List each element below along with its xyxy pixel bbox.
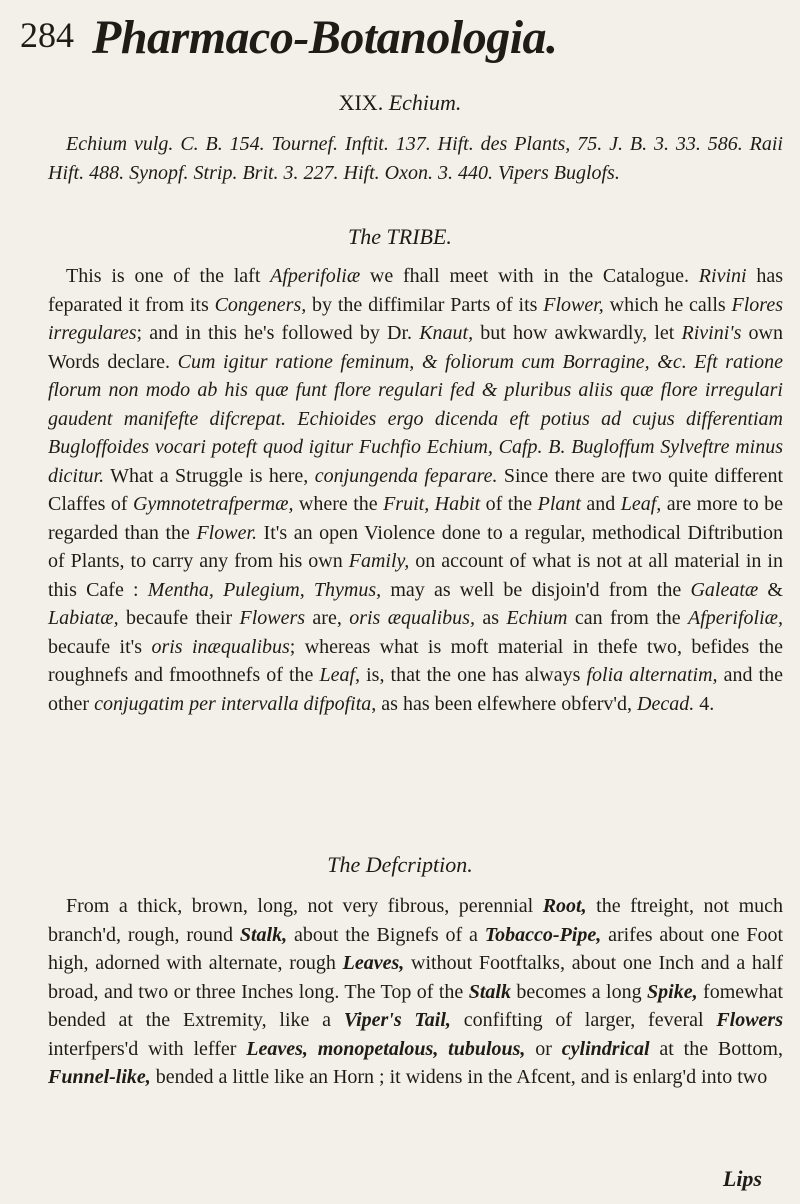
term: oris inæqualibus	[151, 635, 290, 658]
term: Afperifoliæ,	[688, 607, 783, 629]
text: on account of what is not at all material in in this Cafe :	[48, 550, 783, 601]
term: Flower.	[196, 521, 258, 544]
text: What a Struggle is here,	[104, 464, 315, 487]
page-number: 284	[20, 15, 74, 55]
term: Family,	[348, 550, 410, 572]
term: Flores irregulares	[48, 293, 783, 344]
text: the ftreight, not much branch'd, rough, round	[48, 895, 783, 946]
term: Gymnotetrafpermæ,	[132, 493, 294, 515]
text: but how awkwardly, let	[473, 322, 682, 344]
term: Stalk	[468, 980, 511, 1003]
text: This is one of the laft	[66, 265, 271, 287]
text: by the diffimilar Parts of its	[306, 293, 544, 316]
text: It's an open Violence done to a regular, methodical Diftribution of Plants, to carry any from his own	[48, 521, 783, 572]
term: Congeners,	[214, 293, 307, 316]
description-paragraph	[48, 892, 783, 1092]
synonymy-text: Echium vulg. C. B. 154. Tournef. Inftit. 137. Hift. des Plants, 75. J. B. 3. 33. 586. Raii Hift. 488. Synopf. Strip. Brit. 3. 227. Hift. Oxon. 3. 440. Vipers Buglofs.	[48, 133, 783, 184]
section-name: Echium.	[388, 90, 462, 115]
term: Labiatæ,	[48, 607, 119, 629]
text: Since there are two quite different Claffes of	[48, 464, 783, 515]
text: about the Bignefs of a	[287, 923, 485, 946]
running-header	[0, 10, 800, 68]
text: and the other	[48, 664, 784, 715]
text: are more to be regarded than the	[48, 493, 783, 544]
term: Root,	[542, 895, 587, 917]
text: 4.	[694, 692, 715, 715]
text: we fhall meet with in the Catalogue.	[360, 265, 699, 287]
catchword: Lips	[722, 1166, 762, 1191]
text: own Words declare.	[48, 322, 783, 373]
term: Mentha, Pulegium, Thymus,	[147, 578, 382, 601]
term: cylindrical	[561, 1037, 650, 1060]
text: and	[580, 493, 621, 515]
text: without Footftalks, about one Inch and a half broad, and two or three Inches long. The Top of the	[48, 952, 784, 1003]
text: or	[525, 1037, 562, 1060]
text: , as has been elfewhere obferv'd,	[371, 692, 637, 715]
term: oris æqualibus,	[349, 607, 475, 629]
description-heading: The Defcription.	[327, 852, 473, 877]
section-title	[0, 90, 800, 116]
text: ; and in this he's followed by Dr.	[136, 322, 420, 344]
term: Flowers	[239, 607, 306, 629]
text: becomes a long	[510, 980, 648, 1003]
latin-quote: Cum igitur ratione feminum, & foliorum cum Borragine, &c. Eft ratione florum non modo ab his quæ funt flore regulari fed & pluribus aliis quæ flore irregulari gaudent manifefte difcrepat. Echioides ergo dicenda eft potius ad cujus differentiam Bugloffoides vocari poteft quod igitur Fuchfio Echium, Cafp. B. Bugloffum Sylveftre minus dicitur.	[48, 350, 783, 487]
description-text-block	[48, 892, 783, 1092]
term: Plant	[537, 493, 581, 515]
term: Viper's Tail,	[343, 1009, 451, 1031]
text: of the	[480, 493, 538, 515]
text: ; whereas what is moft material in thefe two, befides the roughnefs and fmoothnefs of the	[48, 635, 784, 686]
term: folia alternatim,	[586, 664, 718, 686]
section-numeral: XIX.	[338, 90, 384, 115]
running-title: Pharmaco-Botanologia.	[92, 11, 558, 64]
term: Flowers	[716, 1009, 783, 1031]
term: Echium	[506, 607, 568, 629]
text: has feparated it from its	[48, 265, 783, 316]
term: Galeatæ	[690, 578, 759, 601]
term: Decad.	[637, 692, 695, 715]
term: conjungenda feparare.	[314, 464, 498, 487]
term: Fruit, Habit	[383, 493, 481, 515]
text: where the	[293, 493, 384, 515]
text: &	[758, 578, 783, 601]
text: which he calls	[603, 293, 732, 316]
term: Funnel-like,	[48, 1066, 151, 1088]
text: is, that the one has always	[360, 664, 587, 686]
term: Leaf,	[620, 493, 662, 515]
text: confifting of larger, feveral	[450, 1009, 717, 1031]
text: are,	[305, 607, 350, 629]
tribe-paragraph	[48, 262, 783, 718]
text: as	[474, 607, 507, 629]
term: Flower,	[543, 293, 604, 316]
text: can from the	[567, 607, 688, 629]
text: at the Bottom,	[649, 1037, 783, 1060]
term: Spike,	[647, 980, 698, 1003]
term: Knaut,	[419, 322, 474, 344]
term: Leaves, monopetalous, tubulous,	[246, 1037, 526, 1060]
text: fomewhat bended at the Extremity, like a	[48, 980, 783, 1031]
term: Rivini's	[681, 322, 742, 344]
text: From a thick, brown, long, not very fibrous, perennial	[66, 895, 543, 917]
term: Stalk,	[239, 923, 288, 946]
term: Rivini	[698, 265, 747, 287]
text: becaufe their	[118, 607, 240, 629]
term: Afperifoliæ	[270, 265, 361, 287]
synonymy-block	[48, 130, 783, 187]
tribe-heading: The TRIBE.	[348, 224, 452, 249]
text: arifes about one Foot high, adorned with alternate, rough	[48, 923, 783, 974]
term: Leaf,	[319, 664, 361, 686]
text: may as well be disjoin'd from the	[381, 578, 691, 601]
term: Tobacco-Pipe,	[484, 923, 602, 946]
text: bended a little like an Horn ; it widens in the Afcent, and is enlarg'd into two	[150, 1066, 768, 1088]
tribe-text-block	[48, 262, 783, 718]
text: becaufe it's	[48, 635, 152, 658]
term: Leaves,	[342, 952, 405, 974]
term: conjugatim per intervalla difpofita	[94, 692, 372, 715]
text: interfpers'd with leffer	[48, 1037, 247, 1060]
